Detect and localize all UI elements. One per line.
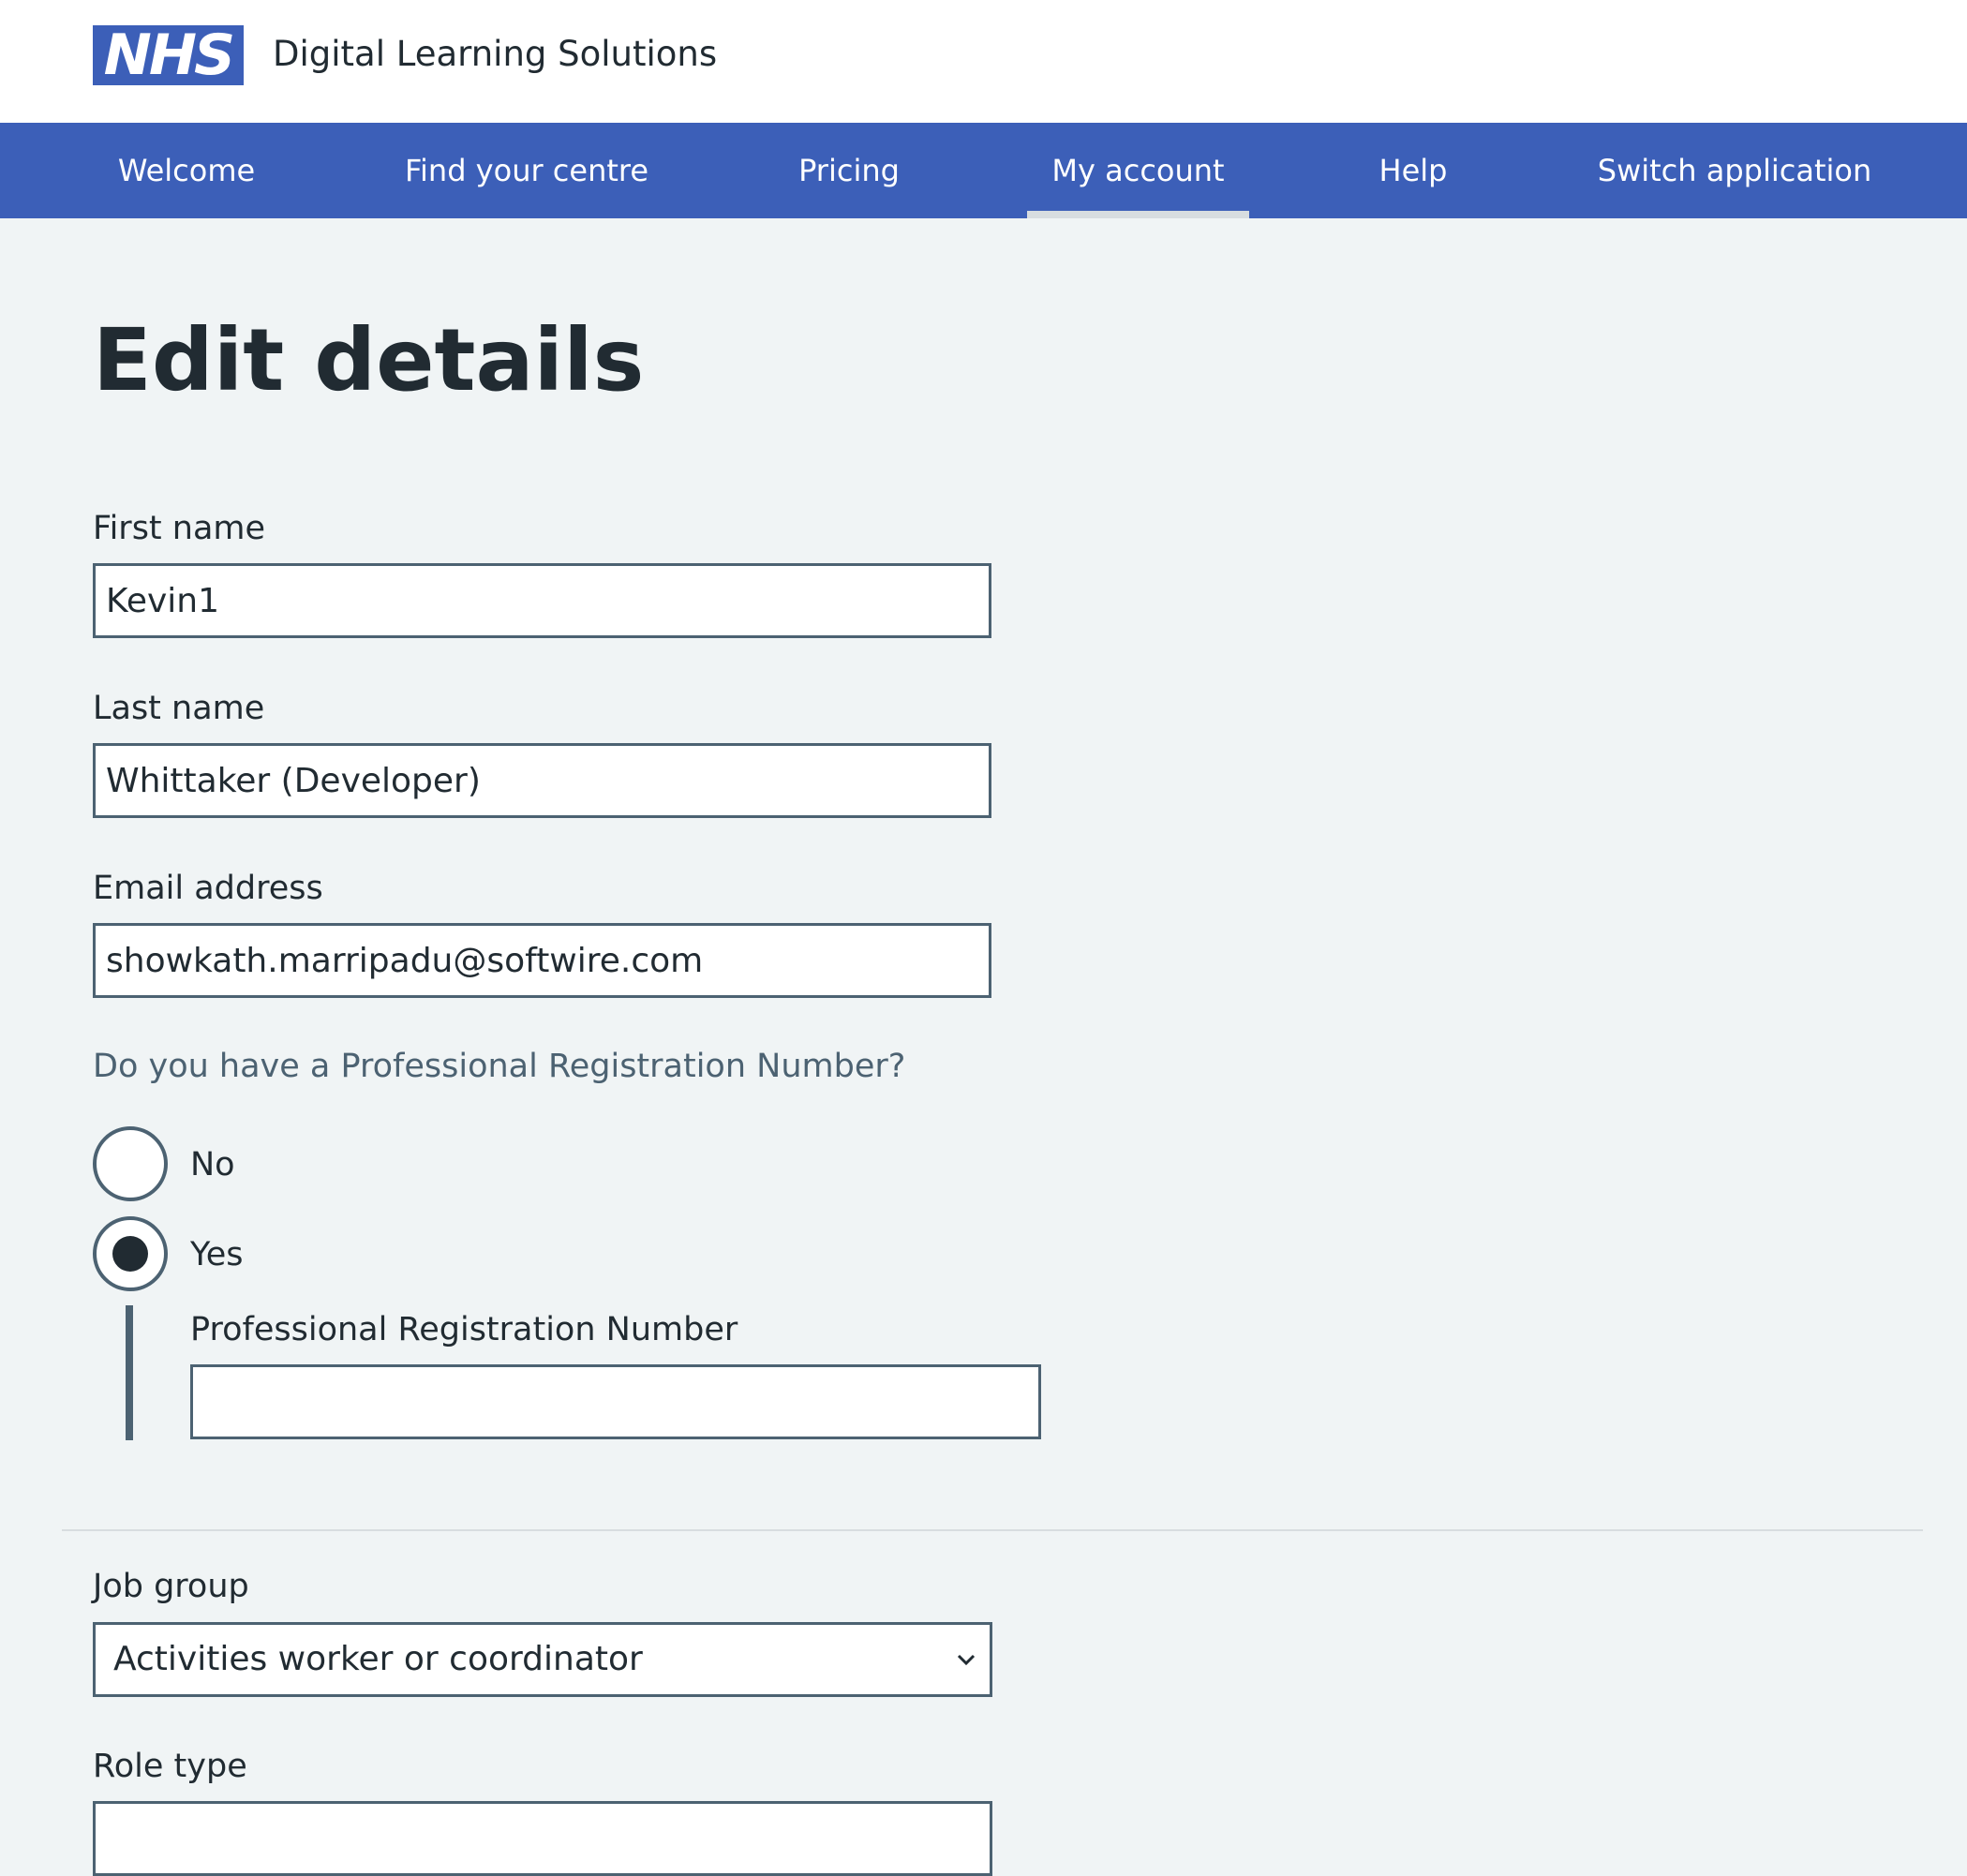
email-label: Email address	[93, 870, 323, 907]
job-group-select[interactable]	[93, 1622, 992, 1697]
role-type-label: Role type	[93, 1748, 247, 1785]
nav-item-welcome[interactable]: Welcome	[117, 153, 256, 188]
chevron-down-icon	[952, 1645, 980, 1674]
prn-radio-no-label[interactable]: No	[190, 1146, 235, 1184]
job-group-selected-value: Activities worker or coordinator	[113, 1640, 643, 1678]
nav-item-pricing[interactable]: Pricing	[798, 153, 900, 188]
first-name-label: First name	[93, 510, 266, 547]
prn-radio-yes[interactable]	[93, 1216, 168, 1291]
nhs-logo-text: NHS	[103, 22, 233, 88]
nav-item-find-your-centre[interactable]: Find your centre	[404, 153, 649, 188]
primary-navigation	[0, 123, 1967, 218]
prn-radio-yes-label[interactable]: Yes	[190, 1236, 244, 1273]
nav-item-help[interactable]: Help	[1378, 153, 1448, 188]
first-name-input[interactable]	[93, 563, 991, 638]
prn-label: Professional Registration Number	[190, 1311, 738, 1348]
last-name-input[interactable]	[93, 743, 991, 818]
section-divider	[62, 1529, 1923, 1531]
header	[0, 0, 1967, 123]
last-name-label: Last name	[93, 690, 265, 727]
role-type-select[interactable]	[93, 1801, 992, 1876]
email-input[interactable]	[93, 923, 991, 998]
nhs-logo[interactable]	[93, 22, 244, 88]
conditional-reveal-bar	[126, 1305, 133, 1440]
page-title: Edit details	[93, 310, 645, 410]
prn-input[interactable]	[190, 1364, 1041, 1439]
prn-question-legend: Do you have a Professional Registration Number?	[93, 1048, 906, 1085]
service-name[interactable]: Digital Learning Solutions	[273, 34, 718, 74]
prn-radio-no[interactable]	[93, 1126, 168, 1201]
nav-item-switch-application[interactable]: Switch application	[1597, 153, 1872, 188]
nav-item-my-account[interactable]: My account	[1027, 123, 1249, 218]
job-group-label: Job group	[93, 1568, 249, 1605]
